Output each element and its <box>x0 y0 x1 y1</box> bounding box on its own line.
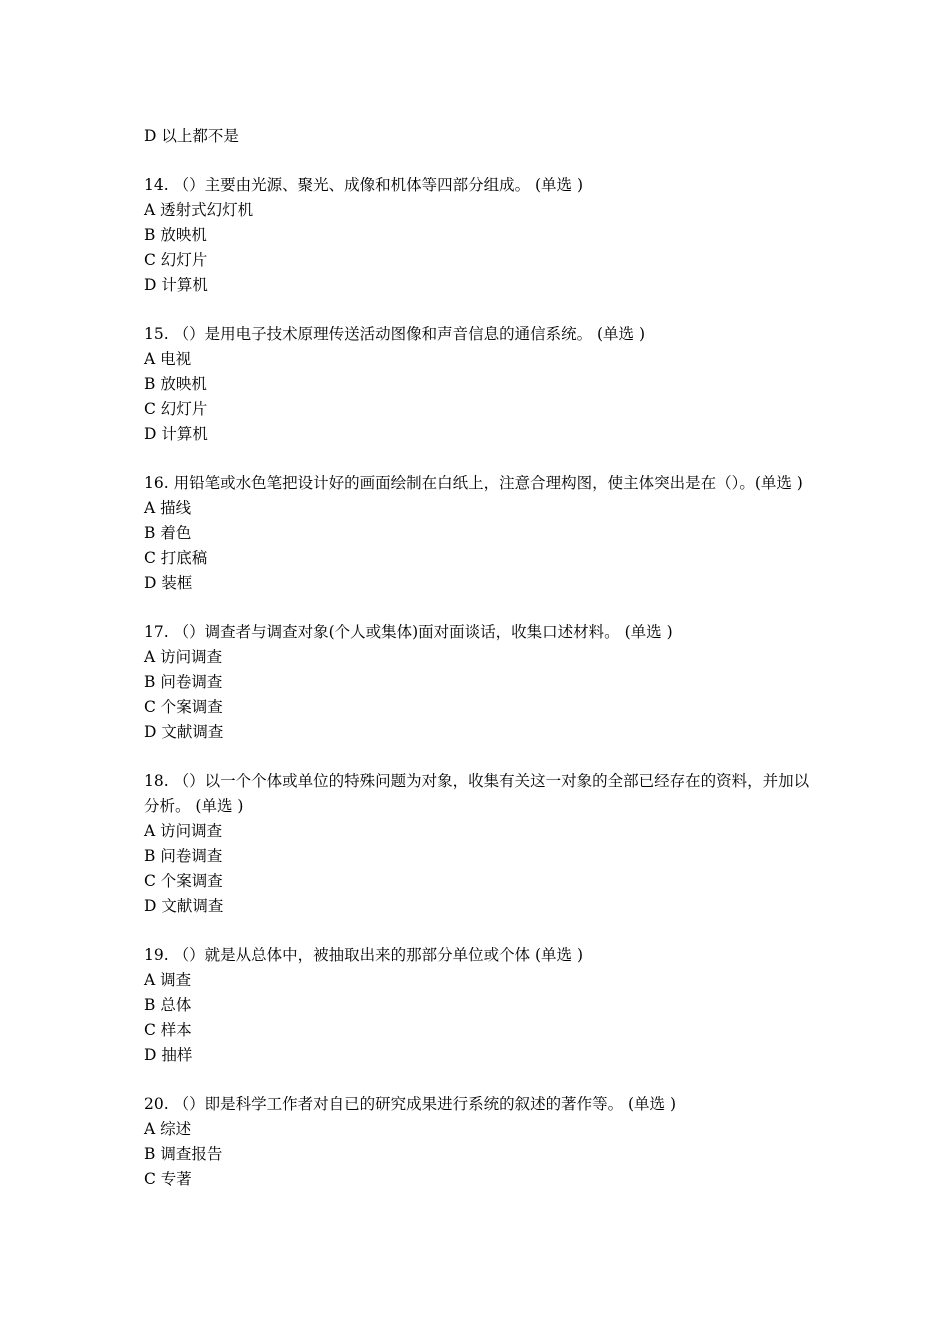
option-b: B 调查报告 <box>144 1145 223 1163</box>
question-stem: 16. 用铅笔或水色笔把设计好的画面绘制在白纸上，注意合理构图，使主体突出是在（）。(单选 ) <box>144 474 803 492</box>
option-d: D 文献调查 <box>144 723 224 741</box>
option-a: A 透射式幻灯机 <box>144 201 254 219</box>
question-17 <box>144 620 812 745</box>
option-b: B 着色 <box>144 524 192 542</box>
leading-option: D 以上都不是 <box>144 127 239 145</box>
question-stem: 18. （）以一个个体或单位的特殊问题为对象，收集有关这一对象的全部已经存在的资料，并加以分析。 (单选 ) <box>144 772 810 815</box>
option-d: D 抽样 <box>144 1046 193 1064</box>
option-a: A 调查 <box>144 971 192 989</box>
question-20 <box>144 1092 812 1192</box>
option-b: B 问卷调查 <box>144 847 223 865</box>
question-stem: 20. （）即是科学工作者对自已的研究成果进行系统的叙述的著作等。 (单选 ) <box>144 1095 677 1113</box>
question-15 <box>144 322 812 447</box>
option-b: B 问卷调查 <box>144 673 223 691</box>
option-a: A 电视 <box>144 350 192 368</box>
option-c: C 幻灯片 <box>144 251 208 269</box>
option-a: A 描线 <box>144 499 192 517</box>
question-18 <box>144 769 812 919</box>
question-stem: 17. （）调查者与调查对象(个人或集体)面对面谈话，收集口述材料。 (单选 ) <box>144 623 673 641</box>
option-c: C 打底稿 <box>144 549 208 567</box>
option-b: B 放映机 <box>144 375 207 393</box>
question-19 <box>144 943 812 1068</box>
question-stem: 14. （）主要由光源、聚光、成像和机体等四部分组成。 (单选 ) <box>144 176 584 194</box>
option-b: B 放映机 <box>144 226 207 244</box>
question-stem: 15. （）是用电子技术原理传送活动图像和声音信息的通信系统。 (单选 ) <box>144 325 646 343</box>
document-page <box>144 124 812 1192</box>
option-c: C 个案调查 <box>144 698 223 716</box>
option-d: D 装框 <box>144 574 193 592</box>
option-c: C 专著 <box>144 1170 192 1188</box>
question-16 <box>144 471 812 596</box>
option-d: D 文献调查 <box>144 897 224 915</box>
option-d: D 计算机 <box>144 425 208 443</box>
option-c: C 幻灯片 <box>144 400 208 418</box>
option-c: C 个案调查 <box>144 872 223 890</box>
option-a: A 综述 <box>144 1120 192 1138</box>
option-d: D 计算机 <box>144 276 208 294</box>
option-c: C 样本 <box>144 1021 192 1039</box>
option-a: A 访问调查 <box>144 822 223 840</box>
option-b: B 总体 <box>144 996 192 1014</box>
question-14 <box>144 173 812 298</box>
option-a: A 访问调查 <box>144 648 223 666</box>
question-stem: 19. （）就是从总体中，被抽取出来的那部分单位或个体 (单选 ) <box>144 946 584 964</box>
